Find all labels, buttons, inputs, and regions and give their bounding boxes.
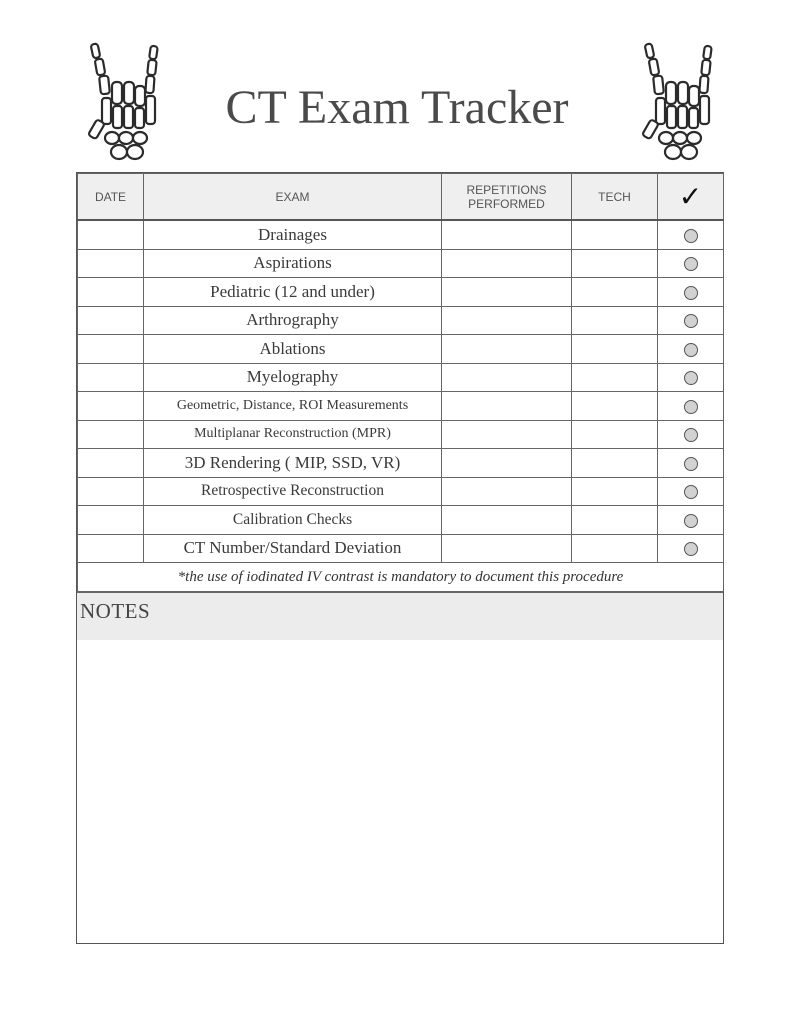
repetitions-cell[interactable] bbox=[442, 220, 572, 249]
date-cell[interactable] bbox=[78, 249, 144, 278]
check-cell bbox=[658, 534, 724, 563]
repetitions-cell[interactable] bbox=[442, 420, 572, 449]
repetitions-cell[interactable] bbox=[442, 449, 572, 478]
header-date: DATE bbox=[78, 174, 144, 221]
tech-cell[interactable] bbox=[572, 363, 658, 392]
exam-cell: Ablations bbox=[144, 335, 442, 364]
check-cell bbox=[658, 335, 724, 364]
table-row bbox=[78, 477, 724, 506]
table-row bbox=[78, 278, 724, 307]
date-cell[interactable] bbox=[78, 449, 144, 478]
header-repetitions-line1: REPETITIONS bbox=[466, 182, 547, 197]
skeleton-hand-left-icon bbox=[86, 42, 164, 166]
checkbox-circle-icon[interactable] bbox=[684, 314, 698, 328]
table-row bbox=[78, 534, 724, 563]
exam-cell: Geometric, Distance, ROI Measurements bbox=[144, 392, 442, 421]
checkbox-circle-icon[interactable] bbox=[684, 400, 698, 414]
checkbox-circle-icon[interactable] bbox=[684, 343, 698, 357]
date-cell[interactable] bbox=[78, 477, 144, 506]
footnote: *the use of iodinated IV contrast is mandatory to document this procedure bbox=[78, 563, 724, 592]
check-cell bbox=[658, 420, 724, 449]
page-title: CT Exam Tracker bbox=[225, 81, 569, 134]
exam-cell: Aspirations bbox=[144, 249, 442, 278]
check-cell bbox=[658, 220, 724, 249]
checkbox-circle-icon[interactable] bbox=[684, 542, 698, 556]
checkbox-circle-icon[interactable] bbox=[684, 229, 698, 243]
exam-cell: Pediatric (12 and under) bbox=[144, 278, 442, 307]
header-repetitions-line2: PERFORMED bbox=[468, 196, 545, 211]
tech-cell[interactable] bbox=[572, 335, 658, 364]
table-row bbox=[78, 335, 724, 364]
header-tech: TECH bbox=[572, 174, 658, 221]
date-cell[interactable] bbox=[78, 220, 144, 249]
exam-table bbox=[77, 173, 724, 592]
table-row bbox=[78, 449, 724, 478]
check-cell bbox=[658, 506, 724, 535]
checkbox-circle-icon[interactable] bbox=[684, 371, 698, 385]
checkmark-icon: ✓ bbox=[658, 174, 724, 221]
notes-heading: NOTES bbox=[77, 592, 723, 640]
tech-cell[interactable] bbox=[572, 249, 658, 278]
date-cell[interactable] bbox=[78, 392, 144, 421]
header-repetitions bbox=[442, 174, 572, 221]
checkbox-circle-icon[interactable] bbox=[684, 286, 698, 300]
tech-cell[interactable] bbox=[572, 449, 658, 478]
exam-cell: CT Number/Standard Deviation bbox=[144, 534, 442, 563]
skeleton-hand-right-icon bbox=[640, 42, 718, 166]
footnote-row bbox=[78, 563, 724, 592]
exam-cell: Retrospective Reconstruction bbox=[144, 477, 442, 506]
exam-cell: Calibration Checks bbox=[144, 506, 442, 535]
check-cell bbox=[658, 278, 724, 307]
checkbox-circle-icon[interactable] bbox=[684, 257, 698, 271]
date-cell[interactable] bbox=[78, 335, 144, 364]
date-cell[interactable] bbox=[78, 278, 144, 307]
date-cell[interactable] bbox=[78, 306, 144, 335]
exam-cell: Multiplanar Reconstruction (MPR) bbox=[144, 420, 442, 449]
date-cell[interactable] bbox=[78, 534, 144, 563]
repetitions-cell[interactable] bbox=[442, 363, 572, 392]
check-cell bbox=[658, 363, 724, 392]
tech-cell[interactable] bbox=[572, 306, 658, 335]
repetitions-cell[interactable] bbox=[442, 477, 572, 506]
date-cell[interactable] bbox=[78, 363, 144, 392]
checkbox-circle-icon[interactable] bbox=[684, 457, 698, 471]
repetitions-cell[interactable] bbox=[442, 278, 572, 307]
date-cell[interactable] bbox=[78, 506, 144, 535]
exam-cell: Arthrography bbox=[144, 306, 442, 335]
repetitions-cell[interactable] bbox=[442, 506, 572, 535]
tech-cell[interactable] bbox=[572, 506, 658, 535]
table-row bbox=[78, 420, 724, 449]
check-cell bbox=[658, 449, 724, 478]
repetitions-cell[interactable] bbox=[442, 392, 572, 421]
table-header-row bbox=[78, 174, 724, 221]
tech-cell[interactable] bbox=[572, 392, 658, 421]
notes-area[interactable] bbox=[77, 640, 723, 943]
tech-cell[interactable] bbox=[572, 220, 658, 249]
exam-tracker-sheet bbox=[76, 172, 724, 944]
table-row bbox=[78, 363, 724, 392]
table-row bbox=[78, 306, 724, 335]
tech-cell[interactable] bbox=[572, 477, 658, 506]
date-cell[interactable] bbox=[78, 420, 144, 449]
table-row bbox=[78, 392, 724, 421]
repetitions-cell[interactable] bbox=[442, 306, 572, 335]
checkbox-circle-icon[interactable] bbox=[684, 428, 698, 442]
check-cell bbox=[658, 392, 724, 421]
repetitions-cell[interactable] bbox=[442, 335, 572, 364]
exam-cell: 3D Rendering ( MIP, SSD, VR) bbox=[144, 449, 442, 478]
table-row bbox=[78, 220, 724, 249]
tech-cell[interactable] bbox=[572, 420, 658, 449]
checkbox-circle-icon[interactable] bbox=[684, 485, 698, 499]
check-cell bbox=[658, 306, 724, 335]
tech-cell[interactable] bbox=[572, 278, 658, 307]
exam-cell: Drainages bbox=[144, 220, 442, 249]
repetitions-cell[interactable] bbox=[442, 249, 572, 278]
check-cell bbox=[658, 477, 724, 506]
table-row bbox=[78, 506, 724, 535]
header-exam: EXAM bbox=[144, 174, 442, 221]
check-cell bbox=[658, 249, 724, 278]
repetitions-cell[interactable] bbox=[442, 534, 572, 563]
tech-cell[interactable] bbox=[572, 534, 658, 563]
exam-cell: Myelography bbox=[144, 363, 442, 392]
table-row bbox=[78, 249, 724, 278]
checkbox-circle-icon[interactable] bbox=[684, 514, 698, 528]
